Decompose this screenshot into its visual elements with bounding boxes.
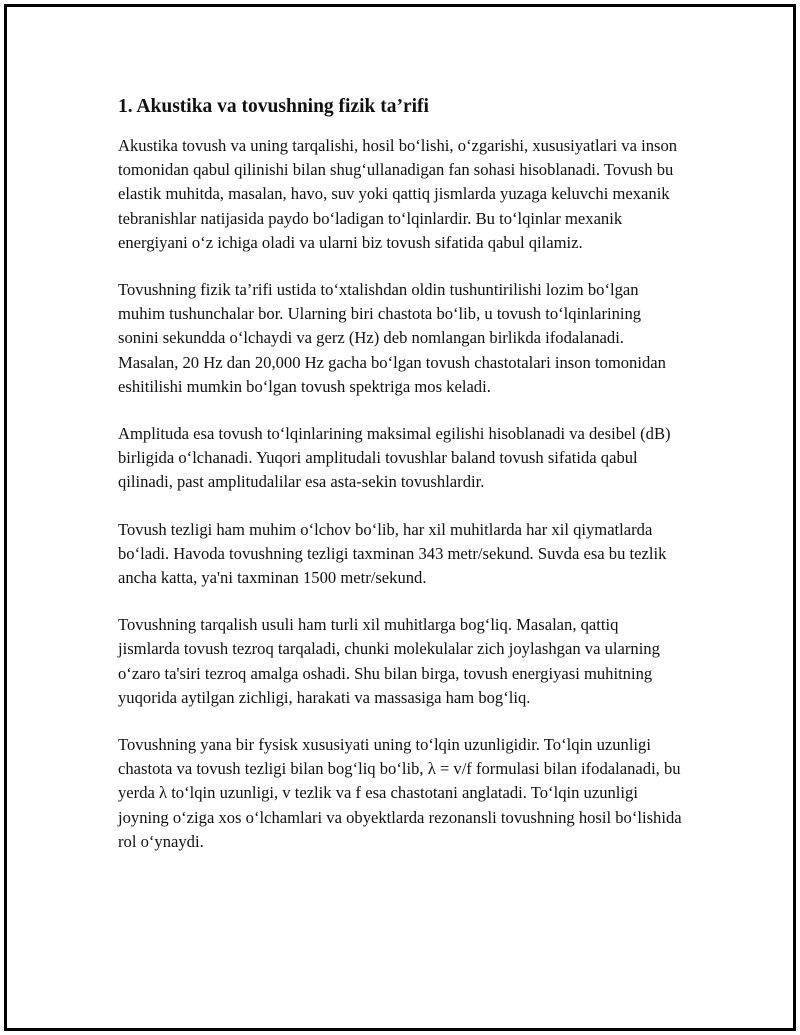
paragraph-acoustics-definition: Akustika tovush va uning tarqalishi, hosil bo‘lishi, o‘zgarishi, xususiyatlari va inson tomonidan qabul qilinishi bilan shug‘ullanadigan fan sohasi hisoblanadi. Tovush bu elastik muhitda, masalan, havo, suv yoki qattiq jismlarda yuzaga keluvchi mexanik tebranishlar natijasida paydo bo‘ladigan to‘lqinlardir. Bu to‘lqinlar mexanik energiyani o‘z ichiga oladi va ularni biz tovush sifatida qabul qilamiz. [118, 136, 678, 252]
paragraph-frequency: Tovushning fizik ta’rifi ustida to‘xtalishdan oldin tushuntirilishi lozim bo‘lgan muhim tushunchalar bor. Ularning biri chastota bo‘lib, u tovush to‘lqinlarining sonini sekundda o‘lchaydi va gerz (Hz) deb nomlangan birlikda ifodalanadi. Masalan, 20 Hz dan 20,000 Hz gacha bo‘lgan tovush chastotalari inson tomonidan eshitilishi mumkin bo‘lgan tovush spektriga mos keladi. [118, 280, 666, 396]
paragraph-propagation: Tovushning tarqalish usuli ham turli xil muhitlarga bog‘liq. Masalan, qattiq jismlarda tovush tezroq tarqaladi, chunki molekulalar zich joylashgan va ularning o‘zaro ta'siri tezroq amalga oshadi. Shu bilan birga, tovush energiyasi muhitning yuqorida aytilgan zichligi, harakati va massasiga ham bog‘liq. [118, 615, 660, 707]
paragraph-amplitude: Amplituda esa tovush to‘lqinlarining maksimal egilishi hisoblanadi va desibel (dB) birligida o‘lchanadi. Yuqori amplitudali tovushlar baland tovush sifatida qabul qilinadi, past amplitudalilar esa asta-sekin tovushlardir. [118, 424, 671, 492]
section-heading: 1. Akustika va tovushning fizik ta’rifi [118, 96, 429, 117]
paragraph-sound-speed: Tovush tezligi ham muhim o‘lchov bo‘lib, har xil muhitlarda har xil qiymatlarda bo‘ladi. Havoda tovushning tezligi taxminan 343 metr/sekund. Suvda esa bu tezlik ancha katta, ya'ni taxminan 1500 metr/sekund. [118, 519, 667, 588]
document-body [118, 90, 684, 877]
paragraph-wavelength: Tovushning yana bir fysisk xususiyati uning to‘lqin uzunligidir. To‘lqin uzunligi chastota va tovush tezligi bilan bog‘liq bo‘lib, λ = v/f formulasi bilan ifodalanadi, bu yerda λ to‘lqin uzunligi, v tezlik va f esa chastotani anglatadi. To‘lqin uzunligi joyning o‘ziga xos o‘lchamlari va obyektlarda rezonansli tovushning hosil bo‘lishida rol o‘ynaydi. [118, 735, 682, 851]
